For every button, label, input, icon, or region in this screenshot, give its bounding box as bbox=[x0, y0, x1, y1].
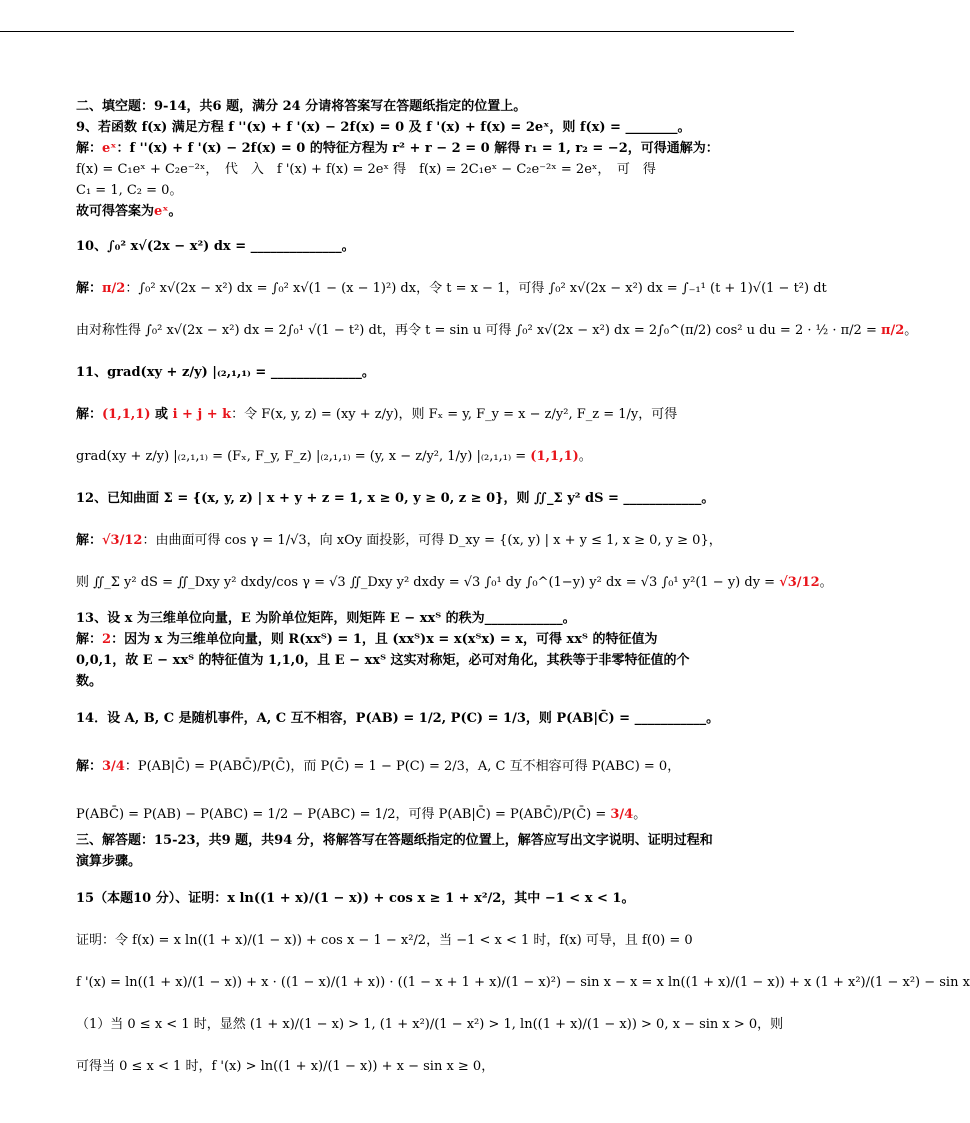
q10-answer: π/2 bbox=[102, 281, 126, 296]
q11-sol2-post: 。 bbox=[578, 449, 592, 464]
q12-question: 12、已知曲面 Σ = {(x, y, z) | x + y + z = 1, x ≥ 0, y ≥ 0, z ≥ 0}，则 ∬_Σ y² dS = ____________。 bbox=[76, 491, 715, 506]
q9-sol2: f(x) = C₁eˣ + C₂e⁻²ˣ， 代 入 f '(x) + f(x) = 2eˣ 得 f(x) = 2C₁eˣ − C₂e⁻²ˣ = 2eˣ， 可 得 bbox=[76, 162, 656, 177]
q11-solution-line1 bbox=[76, 400, 716, 430]
q10-solution-line1 bbox=[76, 274, 827, 304]
q10-answer-label: 解： bbox=[76, 281, 103, 296]
q11-question: 11、grad(xy + z/y) |₍₂,₁,₁₎ = ______________。 bbox=[76, 365, 375, 380]
q9-sol3: C₁ = 1, C₂ = 0。 bbox=[76, 183, 183, 198]
q11-answer-a: (1,1,1) bbox=[102, 407, 151, 422]
q10-sol2-pre: 由对称性得 ∫₀² x√(2x − x²) dx = 2∫₀¹ √(1 − t²) dt，再令 t = sin u 可得 ∫₀² x√(2x − x²) dx = 2∫₀^(π/2) cos² u du = 2 · ½ · π/2 = bbox=[76, 323, 881, 338]
document-body bbox=[76, 96, 970, 1082]
q14-sol2-post: 。 bbox=[633, 807, 647, 822]
q12-answer: √3/12 bbox=[102, 533, 143, 548]
q13-answer-label: 解： bbox=[76, 632, 103, 647]
q13-sol3: 数。 bbox=[76, 674, 103, 689]
q11-sol2-pre: grad(xy + z/y) |₍₂,₁,₁₎ = (Fₓ, F_y, F_z) |₍₂,₁,₁₎ = (y, x − z/y², 1/y) |₍₂,₁,₁₎ = bbox=[76, 449, 531, 464]
q9-sol4-ans: eˣ bbox=[154, 204, 169, 219]
header-rule bbox=[0, 31, 794, 32]
q10-question: 10、∫₀² x√(2x − x²) dx = ______________。 bbox=[76, 239, 355, 254]
q15-proof4: 可得当 0 ≤ x < 1 时，f '(x) > ln((1 + x)/(1 − x)) + x − sin x ≥ 0， bbox=[76, 1059, 495, 1074]
q15-proof1: 证明：令 f(x) = x ln((1 + x)/(1 − x)) + cos x − 1 − x²/2，当 −1 < x < 1 时，f(x) 可导，且 f(0) = 0 bbox=[76, 933, 693, 948]
q14-sol2-ans: 3/4 bbox=[610, 807, 634, 822]
q11-solution-line2 bbox=[76, 442, 716, 472]
q9-sol4-pre: 故可得答案为 bbox=[76, 204, 155, 219]
q15-question: 15（本题10 分）、证明：x ln((1 + x)/(1 − x)) + cos x ≥ 1 + x²/2，其中 −1 < x < 1。 bbox=[76, 891, 635, 906]
q14-solution-line2 bbox=[76, 800, 716, 830]
q12-sol2-ans: √3/12 bbox=[779, 575, 820, 590]
q13-sol2: 0,0,1，故 E − xxᵀ 的特征值为 1,1,0，且 E − xxᵀ 这实对称矩，必可对角化，其秩等于非零特征值的个 bbox=[76, 653, 690, 668]
q11-answer-b: i + j + k bbox=[172, 407, 232, 422]
q12-sol1: ：由曲面可得 cos γ = 1/√3，向 xOy 面投影，可得 D_xy = {(x, y) | x + y ≤ 1, x ≥ 0, y ≥ 0}， bbox=[142, 533, 722, 548]
q11-answer-label: 解： bbox=[76, 407, 103, 422]
q15-proof2: f '(x) = ln((1 + x)/(1 − x)) + x · ((1 − x)/(1 + x)) · ((1 − x + 1 + x)/(1 − x)²) − sin x − x = x ln((1 + x)/(1 − x)) + x (1 + x²)/(1 − x²) − sin x bbox=[76, 975, 970, 990]
q12-solution-line1 bbox=[76, 526, 722, 556]
q11-sol2-ans: (1,1,1) bbox=[530, 449, 579, 464]
q13-sol1: ：因为 x 为三维单位向量，则 R(xxᵀ) = 1，且 (xxᵀ)x = x(xᵀx) = x，可得 xxᵀ 的特征值为 bbox=[111, 632, 658, 647]
q9-answer: eˣ bbox=[102, 141, 117, 156]
q10-sol2-post: 。 bbox=[904, 323, 918, 338]
section2-heading: 二、填空题：9-14，共6 题，满分 24 分请将答案写在答题纸指定的位置上。 bbox=[76, 99, 527, 114]
q10-sol1: ：∫₀² x√(2x − x²) dx = ∫₀² x√(1 − (x − 1)²) dx，令 t = x − 1，可得 ∫₀² x√(2x − x²) dx = ∫₋₁¹ (t + 1)√(1 − t²) dt bbox=[125, 281, 827, 296]
q12-solution-line2 bbox=[76, 568, 833, 598]
q14-sol1: ：P(AB|C̄) = P(ABC̄)/P(C̄)，而 P(C̄) = 1 − P(C) = 2/3，A, C 互不相容可得 P(ABC) = 0， bbox=[124, 759, 681, 774]
q12-sol2-pre: 则 ∬_Σ y² dS = ∬_Dxy y² dxdy/cos γ = √3 ∬_Dxy y² dxdy = √3 ∫₀¹ dy ∫₀^(1−y) y² dx = √3 ∫₀¹ y²(1 − y) dy = bbox=[76, 575, 780, 590]
q14-question: 14．设 A, B, C 是随机事件，A, C 互不相容，P(AB) = 1/2, P(C) = 1/3，则 P(AB|C̄) = ___________。 bbox=[76, 711, 720, 726]
q13-question: 13、设 x 为三维单位向量，E 为阶单位矩阵，则矩阵 E − xxᵀ 的秩为____________。 bbox=[76, 611, 576, 626]
q9-sol4 bbox=[76, 201, 716, 222]
q11-sol1: ：令 F(x, y, z) = (xy + z/y)，则 Fₓ = y, F_y = x − z/y², F_z = 1/y，可得 bbox=[231, 407, 678, 422]
q11-or: 或 bbox=[150, 407, 173, 422]
q9-solution-line1 bbox=[76, 138, 719, 159]
q12-sol2-post: 。 bbox=[819, 575, 833, 590]
q10-solution-line2 bbox=[76, 316, 918, 346]
q14-sol2-pre: P(ABC̄) = P(AB) − P(ABC) = 1/2 − P(ABC) = 1/2，可得 P(AB|C̄) = P(ABC̄)/P(C̄) = bbox=[76, 807, 611, 822]
q10-sol2-ans: π/2 bbox=[880, 323, 905, 338]
q9-sol4-post: 。 bbox=[168, 204, 182, 219]
q14-answer: 3/4 bbox=[102, 759, 125, 774]
q13-answer: 2 bbox=[102, 632, 112, 647]
q9-sol1: ：f ''(x) + f '(x) − 2f(x) = 0 的特征方程为 r² + r − 2 = 0 解得 r₁ = 1, r₂ = −2，可得通解为： bbox=[116, 141, 719, 156]
q12-answer-label: 解： bbox=[76, 533, 103, 548]
q9-question: 9、若函数 f(x) 满足方程 f ''(x) + f '(x) − 2f(x) = 0 及 f '(x) + f(x) = 2eˣ，则 f(x) = ________。 bbox=[76, 120, 691, 135]
q13-solution-line1 bbox=[76, 629, 716, 650]
q15-proof3: （1）当 0 ≤ x < 1 时，显然 (1 + x)/(1 − x) > 1, (1 + x²)/(1 − x²) > 1, ln((1 + x)/(1 − x)) > 0, x − sin x > 0，则 bbox=[76, 1017, 784, 1032]
q14-solution-line1 bbox=[76, 752, 716, 782]
section3-heading: 三、解答题：15-23，共9 题，共94 分，将解答写在答题纸指定的位置上，解答应写出文字说明、证明过程和演算步骤。 bbox=[76, 833, 713, 869]
q14-answer-label: 解： bbox=[76, 759, 103, 774]
q9-answer-label: 解： bbox=[76, 141, 103, 156]
